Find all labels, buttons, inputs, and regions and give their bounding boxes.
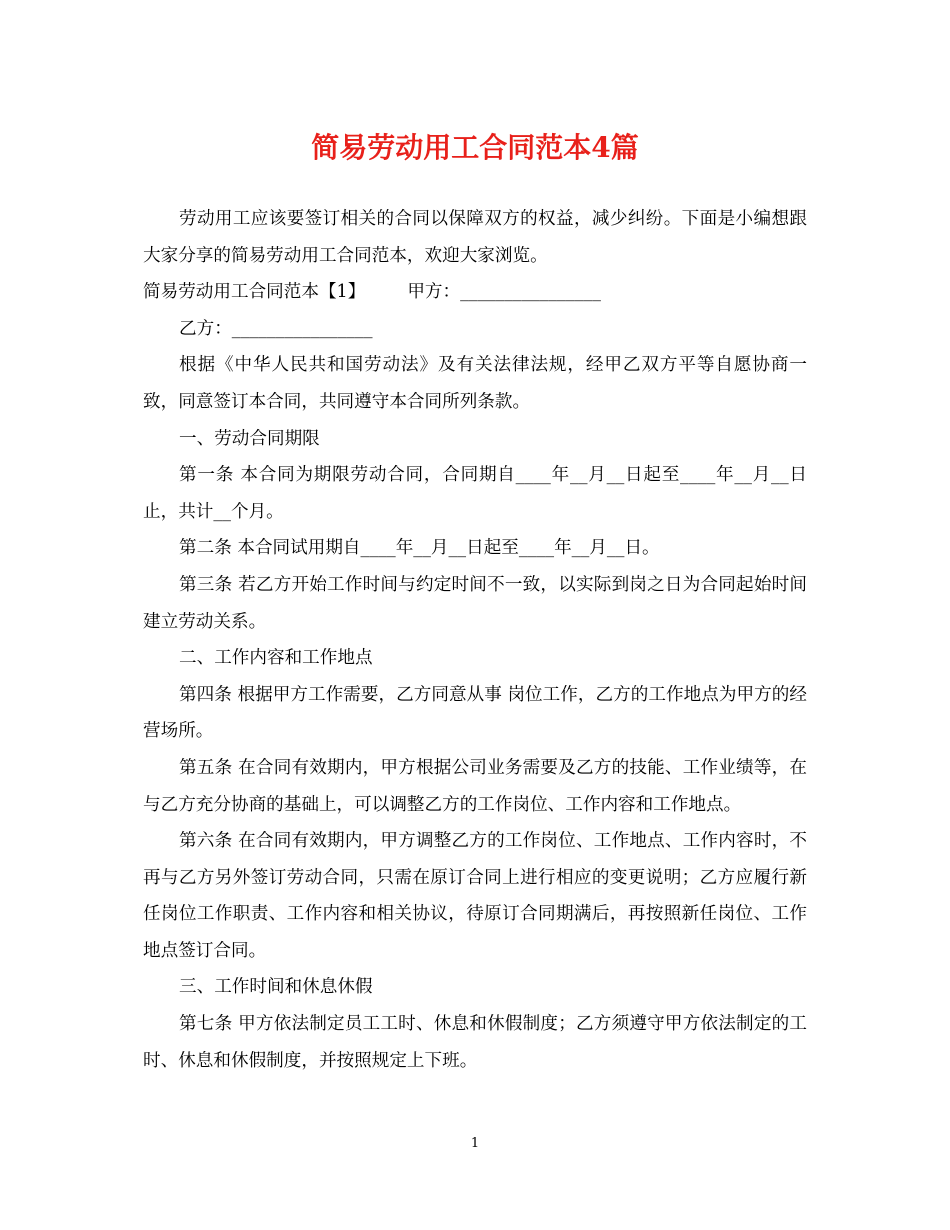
chapter-heading-1: 一、劳动合同期限 <box>179 428 320 449</box>
article-4: 第四条 根据甲方工作需要，乙方同意从事 岗位工作，乙方的工作地点为甲方的经营场所。 <box>143 684 807 742</box>
article-3: 第三条 若乙方开始工作时间与约定时间不一致，以实际到岗之日为合同起始时间建立劳动关系。 <box>143 574 807 632</box>
document-title: 简易劳动用工合同范本4篇 <box>311 131 639 164</box>
party-b-field: 乙方：________________ <box>179 318 373 339</box>
section-heading: 简易劳动用工合同范本【1】 <box>143 282 366 303</box>
section-heading-line <box>143 274 807 311</box>
article-7: 第七条 甲方依法制定员工工时、休息和休假制度；乙方须遵守甲方依法制定的工时、休息和休假制度，并按照规定上下班。 <box>143 1014 807 1071</box>
article-2: 第二条 本合同试用期自____年__月__日起至____年__月__日。 <box>179 538 660 559</box>
party-a-field: 甲方：________________ <box>407 282 601 303</box>
preamble-paragraph: 根据《中华人民共和国劳动法》及有关法律法规，经甲乙双方平等自愿协商一致，同意签订本合同，共同遵守本合同所列条款。 <box>143 355 807 412</box>
article-5: 第五条 在合同有效期内，甲方根据公司业务需要及乙方的技能、工作业绩等，在与乙方充分协商的基础上，可以调整乙方的工作岗位、工作内容和工作地点。 <box>143 757 807 815</box>
chapter-heading-2: 二、工作内容和工作地点 <box>179 648 373 669</box>
chapter-heading-3: 三、工作时间和休息休假 <box>179 977 373 998</box>
article-6: 第六条 在合同有效期内，甲方调整乙方的工作岗位、工作地点、工作内容时，不再与乙方另外签订劳动合同，只需在原订合同上进行相应的变更说明；乙方应履行新任岗位工作职责、工作内容和相关协议，待原订合同期满后，再按照新任岗位、工作地点签订合同。 <box>143 831 807 961</box>
page-number: 1 <box>470 1136 480 1151</box>
intro-paragraph: 劳动用工应该要签订相关的合同以保障双方的权益，减少纠纷。下面是小编想跟大家分享的简易劳动用工合同范本，欢迎大家浏览。 <box>143 209 807 266</box>
article-1: 第一条 本合同为期限劳动合同，合同期自____年__月__日起至____年__月__日止，共计__个月。 <box>143 465 807 522</box>
document-body <box>143 201 807 1079</box>
